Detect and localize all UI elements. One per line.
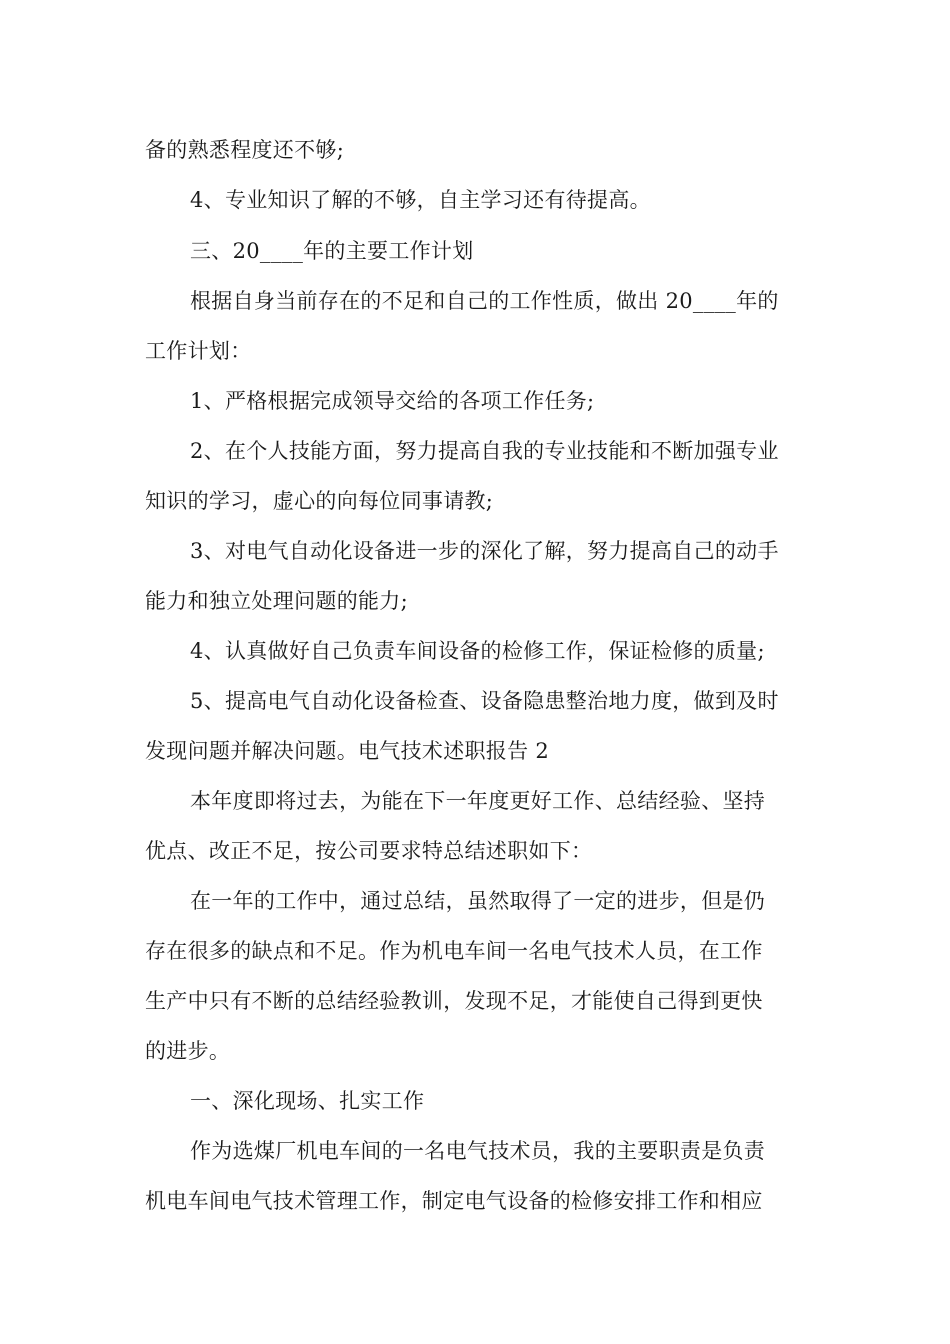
text-line: 2、在个人技能方面，努力提高自我的专业技能和不断加强专业: [190, 439, 779, 463]
text-line: 作为选煤厂机电车间的一名电气技术员，我的主要职责是负责: [190, 1139, 766, 1163]
text-line: 根据自身当前存在的不足和自己的工作性质，做出 20____年的: [190, 289, 779, 313]
text-line: 4、认真做好自己负责车间设备的检修工作，保证检修的质量;: [190, 639, 765, 663]
text-line: 生产中只有不断的总结经验教训，发现不足，才能使自己得到更快: [145, 989, 763, 1013]
text-line: 备的熟悉程度还不够;: [145, 138, 345, 162]
text-line: 工作计划：: [145, 339, 252, 363]
text-line: 机电车间电气技术管理工作，制定电气设备的检修安排工作和相应: [145, 1189, 763, 1213]
text-line: 3、对电气自动化设备进一步的深化了解，努力提高自己的动手: [190, 539, 779, 563]
text-line: 能力和独立处理问题的能力;: [145, 589, 408, 613]
section-heading: 三、20____年的主要工作计划: [190, 239, 474, 263]
text-line: 5、提高电气自动化设备检查、设备隐患整治地力度，做到及时: [190, 689, 779, 713]
text-line: 在一年的工作中，通过总结，虽然取得了一定的进步，但是仍: [190, 889, 766, 913]
text-line: 1、严格根据完成领导交给的各项工作任务;: [190, 389, 595, 413]
text-line: 存在很多的缺点和不足。作为机电车间一名电气技术人员，在工作: [145, 939, 763, 963]
text-line: 发现问题并解决问题。电气技术述职报告 2: [145, 739, 550, 763]
text-line: 4、专业知识了解的不够，自主学习还有待提高。: [190, 188, 651, 212]
text-line: 优点、改正不足，按公司要求特总结述职如下：: [145, 839, 593, 863]
text-line: 本年度即将过去，为能在下一年度更好工作、总结经验、坚持: [190, 789, 766, 813]
text-line: 的进步。: [145, 1039, 231, 1063]
section-heading: 一、深化现场、扎实工作: [190, 1089, 425, 1113]
text-line: 知识的学习，虚心的向每位同事请教;: [145, 489, 494, 513]
